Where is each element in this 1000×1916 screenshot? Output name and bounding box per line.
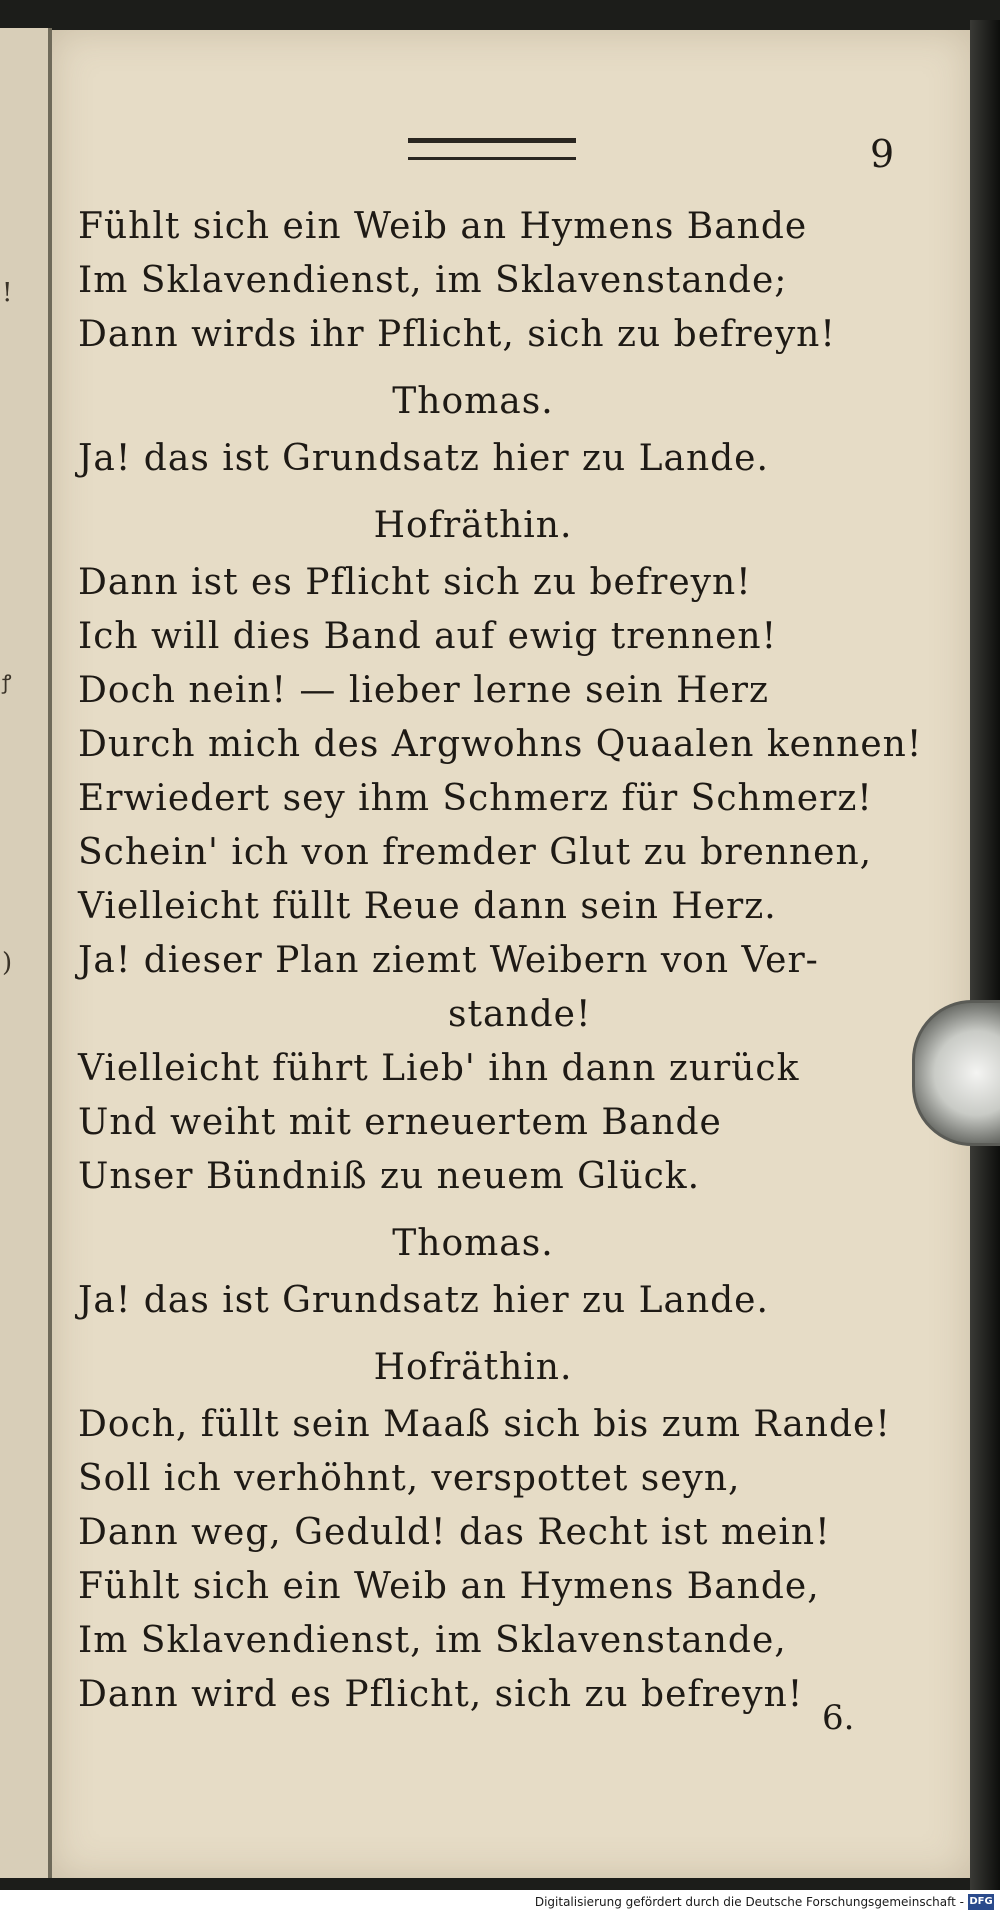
dfg-logo[interactable]: DFG bbox=[968, 1894, 994, 1910]
margin-mark: ! bbox=[2, 278, 13, 308]
verse-line: Und weiht mit erneuertem Bande bbox=[78, 1102, 722, 1143]
verse-line: Ich will dies Band auf ewig trennen! bbox=[78, 616, 778, 657]
speaker-name: Hofräthin. bbox=[373, 1347, 573, 1388]
verse-line: Vielleicht füllt Reue dann sein Herz. bbox=[78, 886, 777, 927]
page-number: 9 bbox=[870, 132, 895, 176]
verse-line-continuation: stande! bbox=[448, 994, 592, 1035]
header-rule bbox=[408, 138, 576, 160]
verse-line: Vielleicht führt Lieb' ihn dann zurück bbox=[78, 1048, 800, 1089]
verse-line: Unser Bündniß zu neuem Glück. bbox=[78, 1156, 701, 1197]
footer-bar bbox=[0, 1890, 1000, 1916]
verse-line: Ja! dieser Plan ziemt Weibern von Ver- bbox=[78, 940, 819, 981]
verse-line: Dann wirds ihr Pflicht, sich zu befreyn! bbox=[78, 314, 836, 355]
poem-text bbox=[78, 200, 923, 1722]
page-shadow bbox=[970, 20, 1000, 1890]
verse-line: Ja! das ist Grundsatz hier zu Lande. bbox=[78, 438, 769, 479]
verse-line: Doch nein! — lieber lerne sein Herz bbox=[78, 670, 769, 711]
verse-line: Durch mich des Argwohns Quaalen kennen! bbox=[78, 724, 923, 765]
speaker-name: Hofräthin. bbox=[373, 505, 573, 546]
verse-line: Dann wird es Pflicht, sich zu befreyn! bbox=[78, 1674, 804, 1715]
verse-line: Soll ich verhöhnt, verspottet seyn, bbox=[78, 1458, 741, 1499]
verse-line: Erwiedert sey ihm Schmerz für Schmerz! bbox=[78, 778, 873, 819]
page-clip bbox=[912, 1000, 1000, 1146]
verse-line: Im Sklavendienst, im Sklavenstande; bbox=[78, 260, 788, 301]
verse-line: Dann weg, Geduld! das Recht ist mein! bbox=[78, 1512, 831, 1553]
adjacent-page-edge bbox=[0, 28, 52, 1878]
speaker-name: Thomas. bbox=[392, 381, 554, 422]
footer-credit: Digitalisierung gefördert durch die Deutsche Forschungsgemeinschaft - bbox=[534, 1895, 964, 1909]
verse-line: Schein' ich von fremder Glut zu brennen, bbox=[78, 832, 873, 873]
verse-line: Ja! das ist Grundsatz hier zu Lande. bbox=[78, 1280, 769, 1321]
verse-line: Fühlt sich ein Weib an Hymens Bande bbox=[78, 206, 808, 247]
verse-line: Dann ist es Pflicht sich zu befreyn! bbox=[78, 562, 752, 603]
signature-mark: 6. bbox=[822, 1698, 855, 1738]
speaker-name: Thomas. bbox=[392, 1223, 554, 1264]
margin-mark: ) bbox=[2, 948, 13, 978]
margin-mark: ꝭ bbox=[2, 670, 12, 694]
verse-line: Im Sklavendienst, im Sklavenstande, bbox=[78, 1620, 787, 1661]
verse-line: Doch, füllt sein Maaß sich bis zum Rande! bbox=[78, 1404, 891, 1445]
verse-line: Fühlt sich ein Weib an Hymens Bande, bbox=[78, 1566, 820, 1607]
